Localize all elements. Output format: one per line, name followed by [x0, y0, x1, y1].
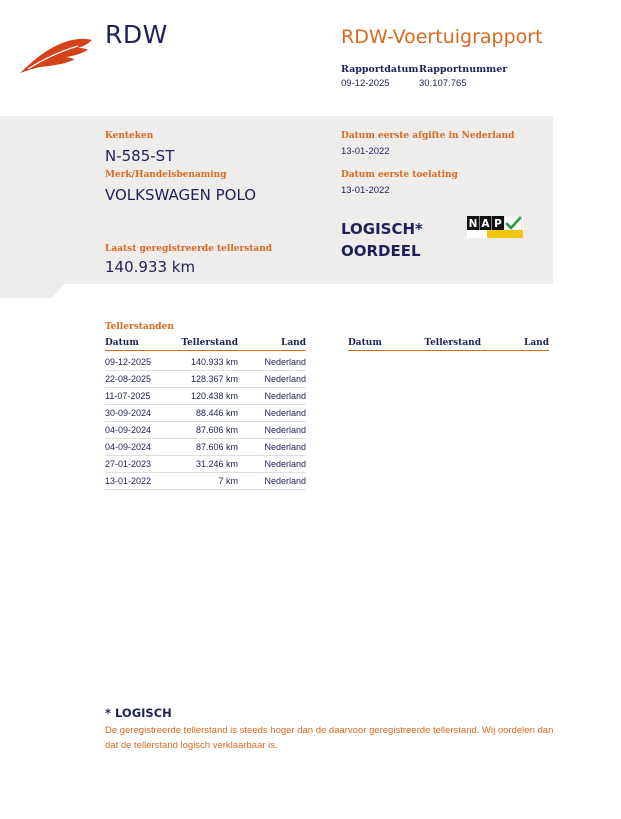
vehicle-summary-band — [0, 116, 553, 284]
nap-letter-p: P — [494, 218, 502, 230]
row-country: Nederland — [238, 388, 306, 405]
row-country: Nederland — [238, 405, 306, 422]
verdict — [341, 218, 423, 262]
row-date: 04-09-2024 — [105, 422, 167, 439]
row-country: Nederland — [238, 371, 306, 388]
band-tab-shape — [0, 284, 64, 298]
row-country: Nederland — [238, 456, 306, 473]
row-reading: 128.367 km — [167, 371, 238, 388]
row-reading: 120.438 km — [167, 388, 238, 405]
row-reading: 87.606 km — [167, 422, 238, 439]
table-row — [105, 439, 306, 456]
report-number-label: Rapportnummer — [419, 64, 508, 75]
last-reading-label: Laatst geregistreerde tellerstand — [105, 244, 273, 254]
readings-table-left — [105, 337, 306, 490]
table-row — [105, 422, 306, 439]
row-reading: 87.606 km — [167, 439, 238, 456]
table-row — [105, 388, 306, 405]
col-header-country-right: Land — [481, 337, 549, 351]
footnote-title: * LOGISCH — [105, 706, 172, 720]
row-date: 11-07-2025 — [105, 388, 167, 405]
row-country: Nederland — [238, 422, 306, 439]
row-reading: 7 km — [167, 473, 238, 490]
rdw-feather-logo-icon — [18, 36, 94, 76]
readings-header-row — [105, 337, 306, 351]
nap-letter-n: N — [468, 218, 478, 230]
table-row — [105, 473, 306, 490]
last-reading-value: 140.933 km — [105, 258, 196, 276]
col-header-date: Datum — [105, 337, 167, 351]
row-date: 13-01-2022 — [105, 473, 167, 490]
row-date: 04-09-2024 — [105, 439, 167, 456]
row-country: Nederland — [238, 473, 306, 490]
col-header-country: Land — [238, 337, 306, 351]
report-title: RDW-Voertuigrapport — [341, 26, 543, 48]
row-date: 22-08-2025 — [105, 371, 167, 388]
row-date: 27-01-2023 — [105, 456, 167, 473]
col-header-reading-right: Tellerstand — [410, 337, 481, 351]
readings-header-row-right — [348, 337, 549, 351]
report-number: 30.107.765 — [419, 78, 467, 89]
make-label: Merk/Handelsbenaming — [105, 170, 227, 180]
row-date: 30-09-2024 — [105, 405, 167, 422]
plate-label: Kenteken — [105, 131, 154, 141]
table-row — [105, 354, 306, 371]
nap-letter-a: A — [481, 218, 490, 230]
table-row — [105, 456, 306, 473]
col-header-reading: Tellerstand — [167, 337, 238, 351]
table-row — [105, 405, 306, 422]
report-date-label: Rapportdatum — [341, 64, 419, 75]
brand-name: RDW — [105, 20, 168, 49]
first-issue-value: 13-01-2022 — [341, 146, 390, 157]
plate-value: N-585-ST — [105, 147, 175, 165]
row-date: 09-12-2025 — [105, 354, 167, 371]
verdict-line-2: OORDEEL — [341, 242, 421, 260]
readings-table-right — [348, 337, 549, 351]
make-value: VOLKSWAGEN POLO — [105, 186, 257, 204]
table-row — [105, 371, 306, 388]
row-country: Nederland — [238, 439, 306, 456]
verdict-line-1: LOGISCH* — [341, 220, 423, 238]
footnote-text: De geregistreerde tellerstand is steeds hoger dan de daarvoor geregistreerde tellerstand. Wij oordelen dan dat de tellerstand logisch verklaarbaar is. — [105, 725, 554, 751]
first-admission-label: Datum eerste toelating — [341, 170, 458, 180]
report-date: 09-12-2025 — [341, 78, 390, 89]
row-reading: 88.446 km — [167, 405, 238, 422]
first-admission-value: 13-01-2022 — [341, 185, 390, 196]
readings-title: Tellerstanden — [105, 322, 174, 332]
row-reading: 31.246 km — [167, 456, 238, 473]
col-header-date-right: Datum — [348, 337, 410, 351]
nap-check-icon — [467, 216, 523, 238]
row-country: Nederland — [238, 354, 306, 371]
row-reading: 140.933 km — [167, 354, 238, 371]
first-issue-label: Datum eerste afgifte in Nederland — [341, 131, 515, 141]
